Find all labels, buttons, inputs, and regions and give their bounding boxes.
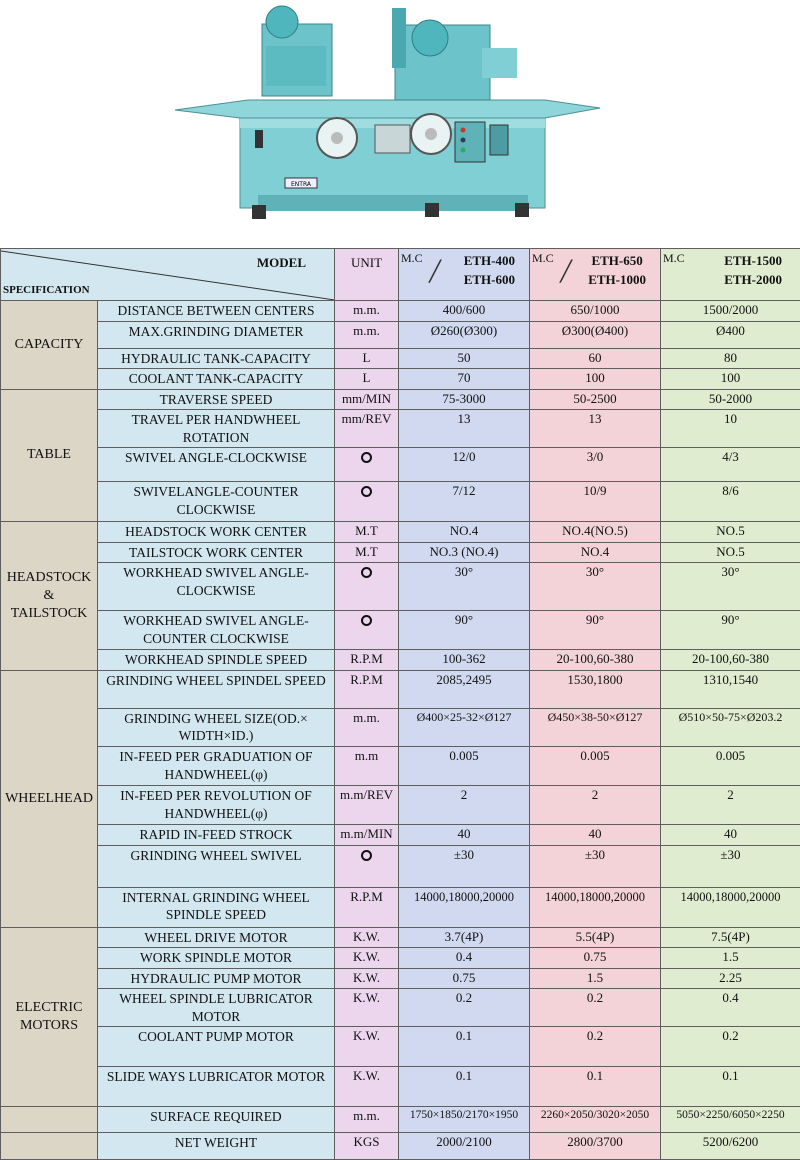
spec-value: 40: [399, 825, 530, 846]
spec-unit: K.W.: [335, 1027, 399, 1067]
spec-value: 2260×2050/3020×2050: [530, 1107, 661, 1133]
table-row: [1, 845, 800, 887]
spec-value: 90°: [530, 611, 661, 650]
spec-value: 2085,2495: [399, 670, 530, 708]
spec-value: 0.2: [530, 989, 661, 1027]
spec-unit: L: [335, 369, 399, 390]
spec-value: 30°: [399, 563, 530, 611]
section-wheelhead: WHEELHEAD: [1, 670, 98, 927]
spec-value: ±30: [530, 845, 661, 887]
spec-unit: m.m.: [335, 708, 399, 746]
degree-icon: [361, 486, 372, 497]
table-row: [1, 887, 800, 927]
spec-unit: KGS: [335, 1133, 399, 1160]
table-row: [1, 786, 800, 825]
mc-label: M.C: [663, 251, 685, 267]
table-row: [1, 563, 800, 611]
spec-unit: m.m/MIN: [335, 825, 399, 846]
spec-value: NO.4: [530, 542, 661, 563]
spec-value: 2: [399, 786, 530, 825]
table-row: [1, 670, 800, 708]
spec-value: Ø400×25-32×Ø127: [399, 708, 530, 746]
spec-value: 0.1: [530, 1067, 661, 1107]
spec-name: WORKHEAD SWIVEL ANGLE-CLOCKWISE: [98, 563, 335, 611]
spec-value: 13: [399, 410, 530, 448]
spec-value: 1.5: [530, 968, 661, 989]
spec-value: NO.3 (NO.4): [399, 542, 530, 563]
spec-unit-degree: [335, 845, 399, 887]
spec-name: GRINDING WHEEL SPINDEL SPEED: [98, 670, 335, 708]
spec-unit: R.P.M: [335, 650, 399, 671]
spec-unit-degree: [335, 611, 399, 650]
spec-value: 70: [399, 369, 530, 390]
spec-unit: R.P.M: [335, 887, 399, 927]
spec-value: Ø260(Ø300): [399, 321, 530, 348]
spec-value: Ø510×50-75×Ø203.2: [661, 708, 800, 746]
table-row: [1, 708, 800, 746]
spec-name: HYDRAULIC TANK-CAPACITY: [98, 348, 335, 369]
spec-value: 75-3000: [399, 389, 530, 410]
spec-unit: m.m.: [335, 1107, 399, 1133]
table-row: [1, 321, 800, 348]
model-names: ETH-400 ETH-600: [464, 251, 515, 289]
spec-value: NO.5: [661, 522, 800, 543]
spec-unit: m.m.: [335, 321, 399, 348]
table-row: [1, 989, 800, 1027]
spec-value: 14000,18000,20000: [530, 887, 661, 927]
spec-name: DISTANCE BETWEEN CENTERS: [98, 301, 335, 322]
spec-unit-degree: [335, 563, 399, 611]
spec-unit: K.W.: [335, 948, 399, 969]
spec-name: GRINDING WHEEL SWIVEL: [98, 845, 335, 887]
table-row: [1, 410, 800, 448]
spec-value: 5.5(4P): [530, 927, 661, 948]
spec-name: COOLANT TANK-CAPACITY: [98, 369, 335, 390]
spec-name: SWIVELANGLE-COUNTER CLOCKWISE: [98, 482, 335, 522]
spec-value: NO.4(NO.5): [530, 522, 661, 543]
spec-unit: mm/REV: [335, 410, 399, 448]
spec-value: 0.2: [530, 1027, 661, 1067]
table-row: [1, 389, 800, 410]
table-row: [1, 1027, 800, 1067]
spec-value: NO.5: [661, 542, 800, 563]
spec-value: 1310,1540: [661, 670, 800, 708]
spec-value: 40: [530, 825, 661, 846]
table-row: [1, 369, 800, 390]
spec-value: 0.005: [530, 747, 661, 786]
spec-name: SURFACE REQUIRED: [98, 1107, 335, 1133]
spec-name: IN-FEED PER GRADUATION OF HANDWHEEL(φ): [98, 747, 335, 786]
spec-value: Ø400: [661, 321, 800, 348]
spec-name: TAILSTOCK WORK CENTER: [98, 542, 335, 563]
spec-value: 14000,18000,20000: [661, 887, 800, 927]
spec-unit-degree: [335, 448, 399, 482]
spec-value: 90°: [399, 611, 530, 650]
degree-icon: [361, 850, 372, 861]
table-row: [1, 825, 800, 846]
spec-value: 4/3: [661, 448, 800, 482]
spec-value: 7.5(4P): [661, 927, 800, 948]
spec-value: 50-2500: [530, 389, 661, 410]
spec-value: 1.5: [661, 948, 800, 969]
spec-value: 0.2: [399, 989, 530, 1027]
degree-icon: [361, 615, 372, 626]
section-capacity: CAPACITY: [1, 301, 98, 390]
spec-unit: K.W.: [335, 927, 399, 948]
spec-unit-degree: [335, 482, 399, 522]
machine-photo: [0, 0, 800, 248]
spec-value: 8/6: [661, 482, 800, 522]
spec-value: 40: [661, 825, 800, 846]
table-row: [1, 448, 800, 482]
spec-value: 50: [399, 348, 530, 369]
model-names: ETH-1500 ETH-2000: [724, 251, 782, 289]
spec-name: WORK SPINDLE MOTOR: [98, 948, 335, 969]
spec-value: Ø450×38-50×Ø127: [530, 708, 661, 746]
spec-unit: M.T: [335, 542, 399, 563]
model-names: ETH-650 ETH-1000: [588, 251, 646, 289]
spec-value: 650/1000: [530, 301, 661, 322]
table-row: [1, 348, 800, 369]
degree-icon: [361, 452, 372, 463]
spec-name: RAPID IN-FEED STROCK: [98, 825, 335, 846]
spec-name: WHEEL DRIVE MOTOR: [98, 927, 335, 948]
section-empty: [1, 1107, 98, 1133]
spec-value: NO.4: [399, 522, 530, 543]
section-table: TABLE: [1, 389, 98, 522]
section-headstock-tailstock: HEADSTOCK & TAILSTOCK: [1, 522, 98, 671]
spec-value: 2000/2100: [399, 1133, 530, 1160]
spec-value: 30°: [530, 563, 661, 611]
spec-value: 7/12: [399, 482, 530, 522]
spec-name: SWIVEL ANGLE-CLOCKWISE: [98, 448, 335, 482]
spec-value: 30°: [661, 563, 800, 611]
spec-value: 0.1: [661, 1067, 800, 1107]
table-row: [1, 927, 800, 948]
slash-divider: ╱: [429, 259, 441, 285]
specification-label: SPECIFICATION: [3, 283, 90, 297]
spec-value: 2: [530, 786, 661, 825]
specification-table: [0, 248, 800, 1160]
table-header-row: [1, 249, 800, 301]
spec-name: INTERNAL GRINDING WHEEL SPINDLE SPEED: [98, 887, 335, 927]
spec-name: SLIDE WAYS LUBRICATOR MOTOR: [98, 1067, 335, 1107]
spec-name: WORKHEAD SPINDLE SPEED: [98, 650, 335, 671]
spec-value: 13: [530, 410, 661, 448]
table-row: [1, 948, 800, 969]
spec-value: 90°: [661, 611, 800, 650]
spec-value: 14000,18000,20000: [399, 887, 530, 927]
spec-unit: m.m.: [335, 301, 399, 322]
spec-value: 3.7(4P): [399, 927, 530, 948]
spec-value: ±30: [399, 845, 530, 887]
table-row: [1, 611, 800, 650]
section-empty: [1, 1133, 98, 1160]
table-row: [1, 542, 800, 563]
mc-label: M.C: [532, 251, 554, 267]
spec-value: 2800/3700: [530, 1133, 661, 1160]
spec-unit: K.W.: [335, 1067, 399, 1107]
spec-unit: mm/MIN: [335, 389, 399, 410]
spec-name: TRAVEL PER HANDWHEEL ROTATION: [98, 410, 335, 448]
spec-name: HEADSTOCK WORK CENTER: [98, 522, 335, 543]
spec-value: 1500/2000: [661, 301, 800, 322]
slash-divider: ╱: [560, 259, 572, 285]
spec-value: 1750×1850/2170×1950: [399, 1107, 530, 1133]
table-row: [1, 650, 800, 671]
spec-value: 0.75: [530, 948, 661, 969]
table-row: [1, 1107, 800, 1133]
table-row: [1, 1067, 800, 1107]
spec-value: 0.005: [399, 747, 530, 786]
spec-value: 1530,1800: [530, 670, 661, 708]
spec-name: GRINDING WHEEL SIZE(OD.× WIDTH×ID.): [98, 708, 335, 746]
spec-value: 0.1: [399, 1067, 530, 1107]
spec-value: 0.1: [399, 1027, 530, 1067]
spec-value: 60: [530, 348, 661, 369]
spec-value: 0.4: [399, 948, 530, 969]
spec-value: 5200/6200: [661, 1133, 800, 1160]
degree-icon: [361, 567, 372, 578]
spec-value: 80: [661, 348, 800, 369]
spec-name: WORKHEAD SWIVEL ANGLE-COUNTER CLOCKWISE: [98, 611, 335, 650]
spec-value: 100-362: [399, 650, 530, 671]
spec-value: 5050×2250/6050×2250: [661, 1107, 800, 1133]
spec-value: 100: [530, 369, 661, 390]
spec-unit: K.W.: [335, 989, 399, 1027]
spec-unit: R.P.M: [335, 670, 399, 708]
spec-value: 0.75: [399, 968, 530, 989]
spec-value: Ø300(Ø400): [530, 321, 661, 348]
spec-value: 10: [661, 410, 800, 448]
table-row: [1, 522, 800, 543]
table-row: [1, 482, 800, 522]
mc-label: M.C: [401, 251, 423, 267]
table-row: [1, 968, 800, 989]
spec-name: MAX.GRINDING DIAMETER: [98, 321, 335, 348]
spec-unit: M.T: [335, 522, 399, 543]
model-label: MODEL: [257, 255, 306, 272]
spec-name: WHEEL SPINDLE LUBRICATOR MOTOR: [98, 989, 335, 1027]
spec-unit: m.m/REV: [335, 786, 399, 825]
spec-value: 0.4: [661, 989, 800, 1027]
unit-header: UNIT: [335, 249, 399, 301]
spec-name: COOLANT PUMP MOTOR: [98, 1027, 335, 1067]
spec-name: NET WEIGHT: [98, 1133, 335, 1160]
spec-value: 3/0: [530, 448, 661, 482]
spec-unit: m.m: [335, 747, 399, 786]
spec-value: 20-100,60-380: [530, 650, 661, 671]
spec-value: 0.2: [661, 1027, 800, 1067]
spec-value: 400/600: [399, 301, 530, 322]
spec-name: HYDRAULIC PUMP MOTOR: [98, 968, 335, 989]
spec-value: 20-100,60-380: [661, 650, 800, 671]
spec-value: ±30: [661, 845, 800, 887]
spec-value: 2: [661, 786, 800, 825]
spec-value: 0.005: [661, 747, 800, 786]
spec-name: IN-FEED PER REVOLUTION OF HANDWHEEL(φ): [98, 786, 335, 825]
spec-value: 10/9: [530, 482, 661, 522]
grinding-machine-illustration: [0, 0, 800, 248]
table-row: [1, 1133, 800, 1160]
spec-value: 50-2000: [661, 389, 800, 410]
spec-name: TRAVERSE SPEED: [98, 389, 335, 410]
spec-value: 100: [661, 369, 800, 390]
model-header-2: [530, 249, 661, 301]
table-row: [1, 747, 800, 786]
section-electric-motors: ELECTRIC MOTORS: [1, 927, 98, 1107]
spec-unit: K.W.: [335, 968, 399, 989]
table-row: [1, 301, 800, 322]
model-header-3: [661, 249, 800, 301]
spec-value: 2.25: [661, 968, 800, 989]
spec-value: 12/0: [399, 448, 530, 482]
spec-unit: L: [335, 348, 399, 369]
header-spec-model-cell: [1, 249, 335, 301]
nameplate-text: ENTRA: [291, 181, 312, 188]
model-header-1: [399, 249, 530, 301]
